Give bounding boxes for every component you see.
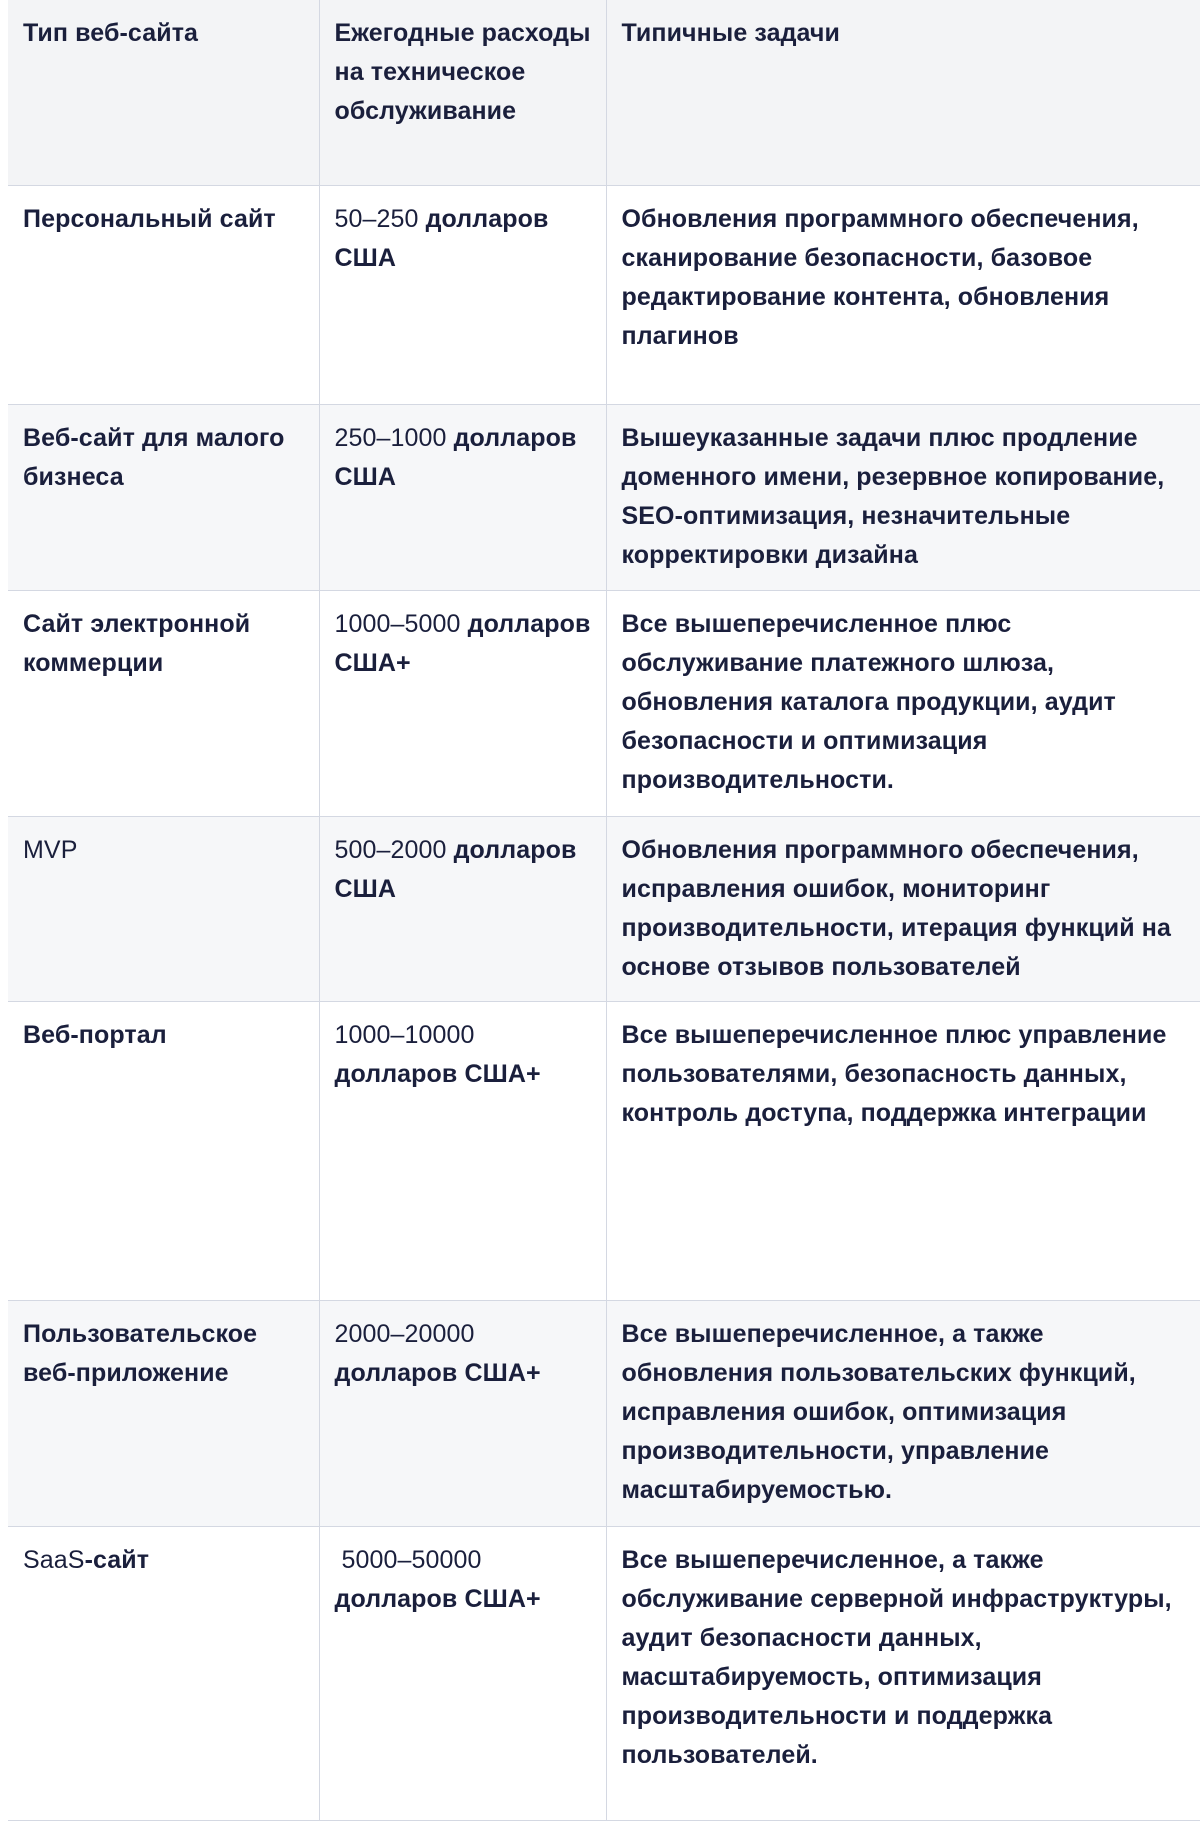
cost-unit: долларов США: [334, 204, 549, 272]
typical-tasks-cell: Все вышеперечисленное плюс обслуживание платежного шлюза, обновления каталога продукции, аудит безопасности и оптимизация производительности.: [606, 590, 1200, 816]
annual-cost-cell: [319, 185, 606, 404]
website-type-prefix: SaaS: [23, 1545, 85, 1574]
website-type-cell: Пользовательское веб-приложение: [8, 1300, 319, 1526]
website-type-cell: Веб-сайт для малого бизнеса: [8, 404, 319, 590]
cost-range: 2000–20000: [334, 1319, 475, 1348]
maintenance-cost-table: [8, 0, 1200, 1821]
table-row: [8, 404, 1200, 590]
typical-tasks-cell: Обновления программного обеспечения, исправления ошибок, мониторинг производительности, итерация функций на основе отзывов пользователей: [606, 816, 1200, 1001]
cost-range: 500–2000: [334, 835, 447, 864]
table-row: [8, 1001, 1200, 1300]
table-row: [8, 816, 1200, 1001]
header-website-type: Тип веб-сайта: [8, 0, 319, 185]
website-type-cell: MVP: [8, 816, 319, 1001]
cost-unit: долларов США: [334, 423, 577, 491]
typical-tasks-cell: Все вышеперечисленное, а также обслуживание серверной инфраструктуры, аудит безопасности данных, масштабируемость, оптимизация производительности и поддержка пользователей.: [606, 1526, 1200, 1820]
typical-tasks-cell: Обновления программного обеспечения, сканирование безопасности, базовое редактирование контента, обновления плагинов: [606, 185, 1200, 404]
annual-cost-cell: [319, 1300, 606, 1526]
cost-range: 50–250: [334, 204, 419, 233]
cost-range: 250–1000: [334, 423, 447, 452]
cost-range: 1000–5000: [334, 609, 461, 638]
table-row: [8, 185, 1200, 404]
header-annual-cost: Ежегодные расходы на техническое обслуживание: [319, 0, 606, 185]
typical-tasks-cell: Вышеуказанные задачи плюс продление доменного имени, резервное копирование, SEO-оптимизация, незначительные корректировки дизайна: [606, 404, 1200, 590]
cost-unit: долларов США+: [334, 1358, 541, 1387]
header-typical-tasks: Типичные задачи: [606, 0, 1200, 185]
annual-cost-cell: [319, 590, 606, 816]
cost-unit: долларов США+: [334, 1584, 541, 1613]
table-row: [8, 1526, 1200, 1820]
typical-tasks-cell: Все вышеперечисленное, а также обновления пользовательских функций, исправления ошибок, оптимизация производительности, управление масштабируемостью.: [606, 1300, 1200, 1526]
annual-cost-cell: [319, 1001, 606, 1300]
annual-cost-cell: [319, 404, 606, 590]
website-type-cell: [8, 1526, 319, 1820]
table-row: [8, 590, 1200, 816]
website-type-suffix: -сайт: [84, 1545, 150, 1574]
cost-unit: долларов США+: [334, 609, 591, 677]
table-row: [8, 1300, 1200, 1526]
cost-unit: долларов США+: [334, 1059, 541, 1088]
website-type-cell: Сайт электронной коммерции: [8, 590, 319, 816]
cost-range: 1000–10000: [334, 1020, 475, 1049]
typical-tasks-cell: Все вышеперечисленное плюс управление пользователями, безопасность данных, контроль доступа, поддержка интеграции: [606, 1001, 1200, 1300]
annual-cost-cell: [319, 1526, 606, 1820]
table-header-row: [8, 0, 1200, 185]
website-type-cell: Веб-портал: [8, 1001, 319, 1300]
website-type-cell: Персональный сайт: [8, 185, 319, 404]
maintenance-cost-document: [8, 0, 1200, 1821]
cost-unit: долларов США: [334, 835, 577, 903]
cost-range: 5000–50000: [341, 1545, 482, 1574]
annual-cost-cell: [319, 816, 606, 1001]
